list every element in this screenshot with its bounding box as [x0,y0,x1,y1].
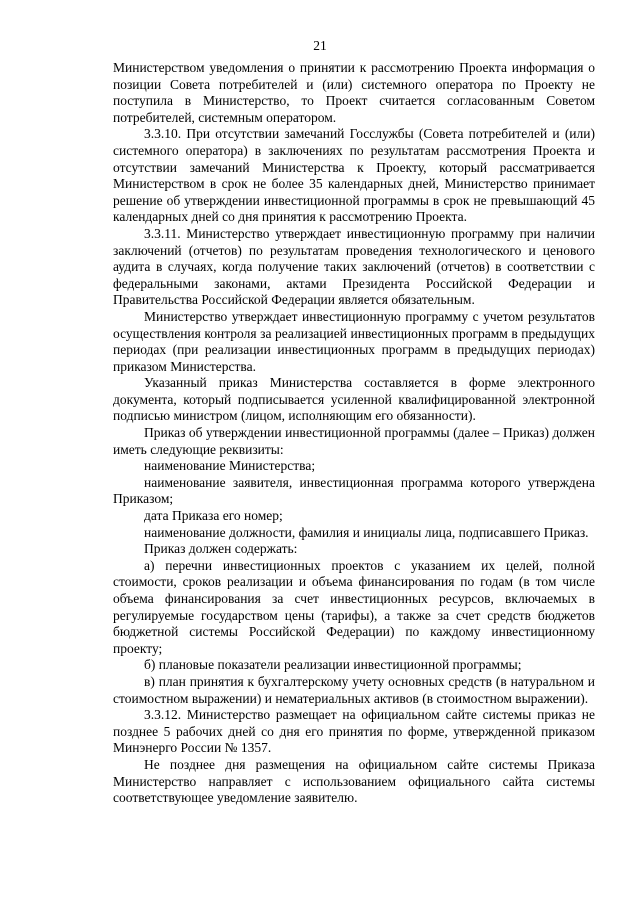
paragraph-results-control: Министерство утверждает инвестиционную программу с учетом результатов осуществления контроля за реализацией инвестиционных программ в предыдущих периодах (при реализации инвестиционных программ в предыдущих периодах) приказом Министерства. [113,308,595,374]
paragraph-notification: Не позднее дня размещения на официальном сайте системы Приказа Министерство направляет с использованием официального сайта системы соответствующее уведомление заявителю. [113,756,595,806]
page-number: 21 [313,38,327,53]
content-item-v: в) план принятия к бухгалтерскому учету основных средств (в натуральном и стоимостном выражении) и нематериальных активов (в стоимостном выражении). [113,673,595,706]
paragraph-continuation: Министерством уведомления о принятии к рассмотрению Проекта информация о позиции Совета потребителей и (или) системного оператора по Проекту не поступила в Министерство, то Проект считается согласованным Советом потребителей, системным оператором. [113,60,595,125]
paragraph-3-3-12: 3.3.12. Министерство размещает на официальном сайте системы приказ не позднее 5 рабочих дней со дня его принятия по форме, утвержденной приказом Минэнерго России № 1357. [113,707,595,756]
requisite-signer: наименование должности, фамилия и инициалы лица, подписавшего Приказ. [144,524,589,540]
document-body [113,60,595,807]
paragraph-3-3-10: 3.3.10. При отсутствии замечаний Госслужбы (Совета потребителей и (или) системного оператора) в заключениях по результатам рассмотрения Проекта и отсутствии замечаний Министерства к Проекту, который рассматривается Министерством в срок не более 35 календарных дней, Министерство принимает решение об утверждении инвестиционной программы в срок не превышающий 45 календарных дней со дня принятия к рассмотрению Проекта. [113,126,595,225]
paragraph-electronic-form: Указанный приказ Министерства составляется в форме электронного документа, который подписывается усиленной квалифицированной электронной подписью министром (лицом, исполняющим его обязанности). [113,375,595,424]
paragraph-3-3-11: 3.3.11. Министерство утверждает инвестиционную программу при наличии заключений (отчетов) по результатам проведения технологического и ценового аудита в случаях, когда получение таких заключений (отчетов) в соответствии с федеральными законами, актами Президента Российской Федерации и Правительства Российской Федерации является обязательным. [113,225,595,308]
paragraph-order-requisites: Приказ об утверждении инвестиционной программы (далее – Приказ) должен иметь следующие реквизиты: [113,425,595,457]
content-item-b: б) плановые показатели реализации инвестиционной программы; [144,657,522,673]
content-item-a: а) перечни инвестиционных проектов с указанием их целей, полной стоимости, сроков реализации и объема финансирования по годам (в том числе объема финансирования за счет инвестиционных ресурсов, включаемых в регулируемые государством цены (тарифы), а также за счет средств бюджетов бюджетной системы Российской Федерации) по каждому инвестиционному проекту; [113,557,595,656]
paragraph-order-content: Приказ должен содержать: [144,541,298,557]
requisite-ministry-name: наименование Министерства; [144,458,316,474]
requisite-applicant-name: наименование заявителя, инвестиционная программа которого утверждена Приказом; [113,474,595,507]
requisite-order-date: дата Приказа его номер; [144,508,283,524]
